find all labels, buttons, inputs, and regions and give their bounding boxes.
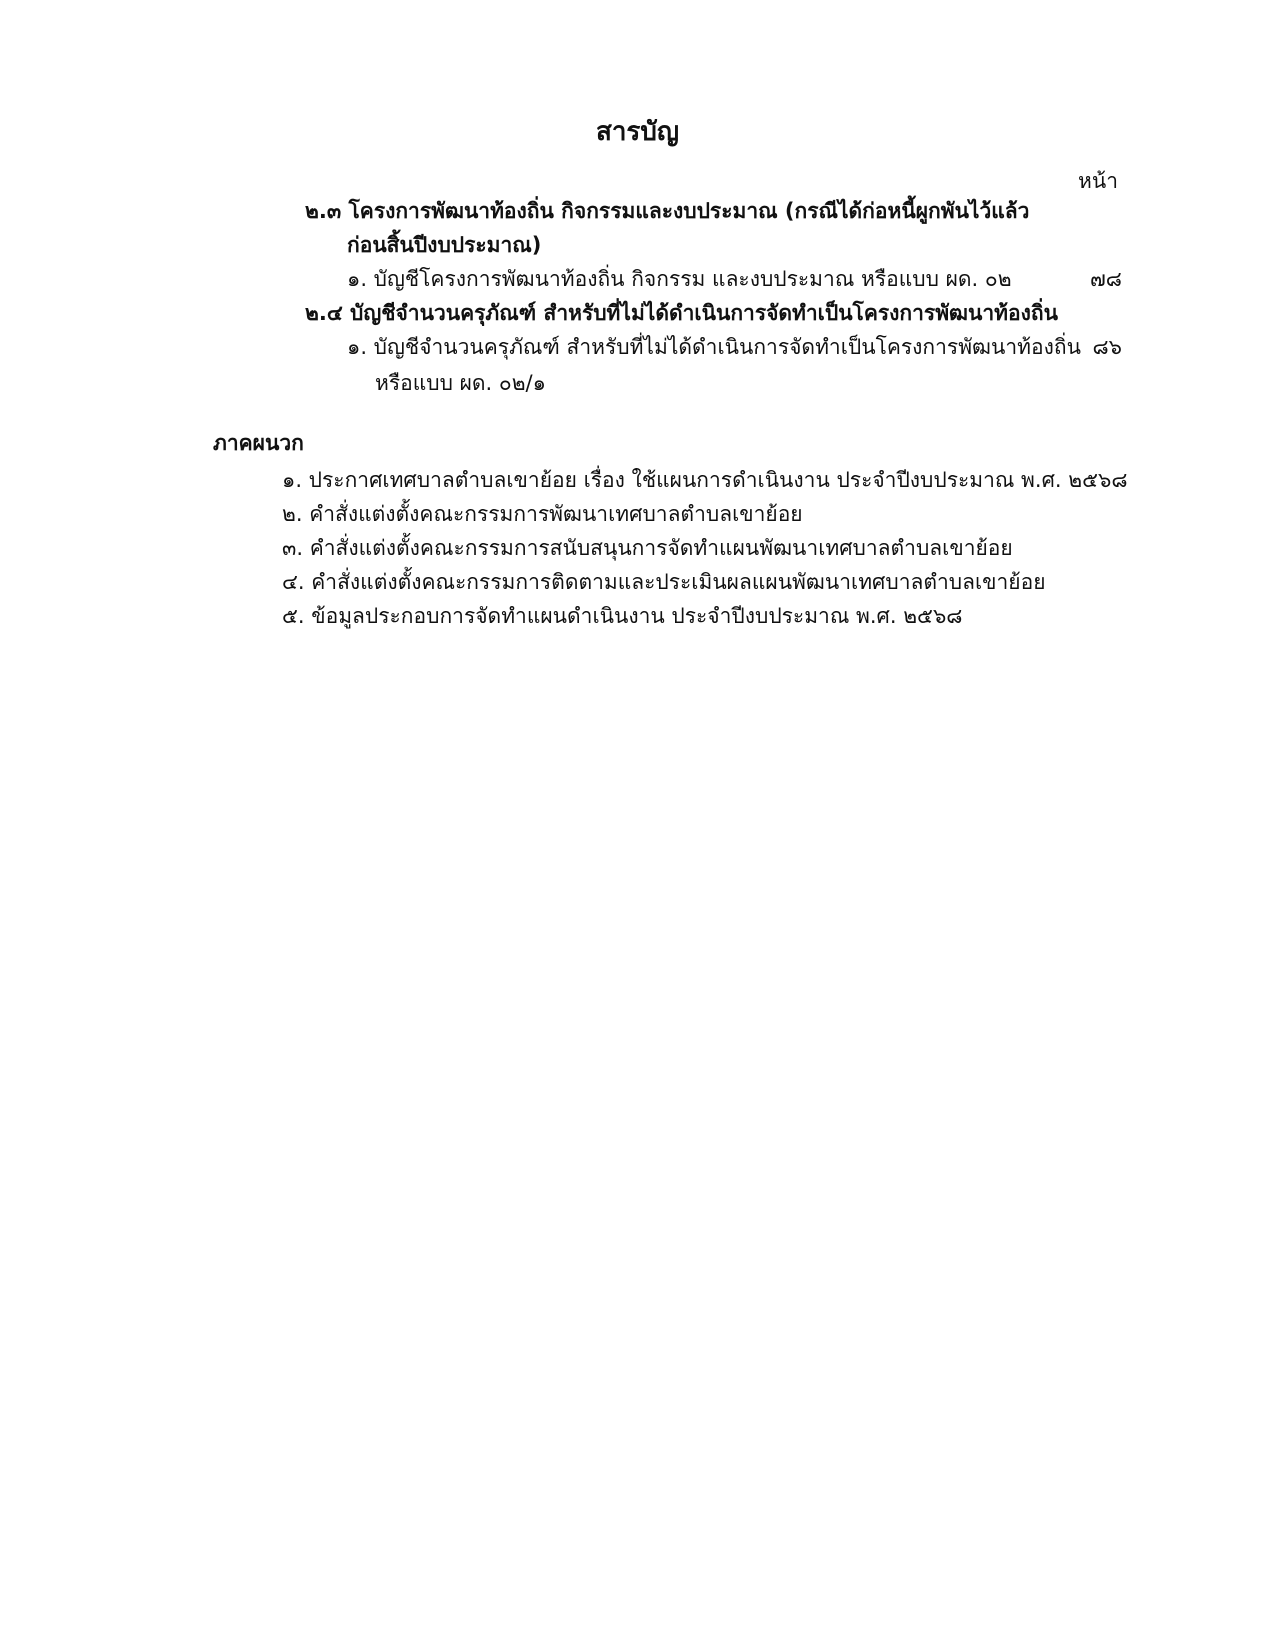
appendix-heading: ภาคผนวก [213,431,304,455]
toc-page-number-2-3-1: ๗๘ [1090,267,1122,291]
page-column-label: หน้า [1078,169,1118,193]
page-title: สารบัญ [595,117,680,147]
toc-item-2-4-1: ๑. บัญชีจำนวนครุภัณฑ์ สำหรับที่ไม่ได้ดำเนินการจัดทำเป็นโครงการพัฒนาท้องถิ่น [347,335,1081,359]
toc-page-number-2-4-1: ๘๖ [1092,335,1122,359]
appendix-item: ๒. คำสั่งแต่งตั้งคณะกรรมการพัฒนาเทศบาลตำบลเขาย้อย [282,502,803,526]
toc-item-2-3-1: ๑. บัญชีโครงการพัฒนาท้องถิ่น กิจกรรม และงบประมาณ หรือแบบ ผด. ๐๒ [347,267,1012,291]
toc-item-2-4-1-continued: หรือแบบ ผด. ๐๒/๑ [375,371,546,395]
section-heading-2-3: ๒.๓ โครงการพัฒนาท้องถิ่น กิจกรรมและงบประมาณ (กรณีได้ก่อหนี้ผูกพันไว้แล้ว [305,199,1030,223]
section-heading-2-3-continued: ก่อนสิ้นปีงบประมาณ) [347,233,542,257]
appendix-item: ๑. ประกาศเทศบาลตำบลเขาย้อย เรื่อง ใช้แผนการดำเนินงาน ประจำปีงบประมาณ พ.ศ. ๒๕๖๘ [282,468,1128,492]
appendix-item: ๕. ข้อมูลประกอบการจัดทำแผนดำเนินงาน ประจำปีงบประมาณ พ.ศ. ๒๕๖๘ [282,604,963,628]
section-heading-2-4: ๒.๔ บัญชีจำนวนครุภัณฑ์ สำหรับที่ไม่ได้ดำเนินการจัดทำเป็นโครงการพัฒนาท้องถิ่น [305,301,1058,325]
appendix-item: ๓. คำสั่งแต่งตั้งคณะกรรมการสนับสนุนการจัดทำแผนพัฒนาเทศบาลตำบลเขาย้อย [282,536,1013,560]
appendix-item: ๔. คำสั่งแต่งตั้งคณะกรรมการติดตามและประเมินผลแผนพัฒนาเทศบาลตำบลเขาย้อย [282,570,1046,594]
